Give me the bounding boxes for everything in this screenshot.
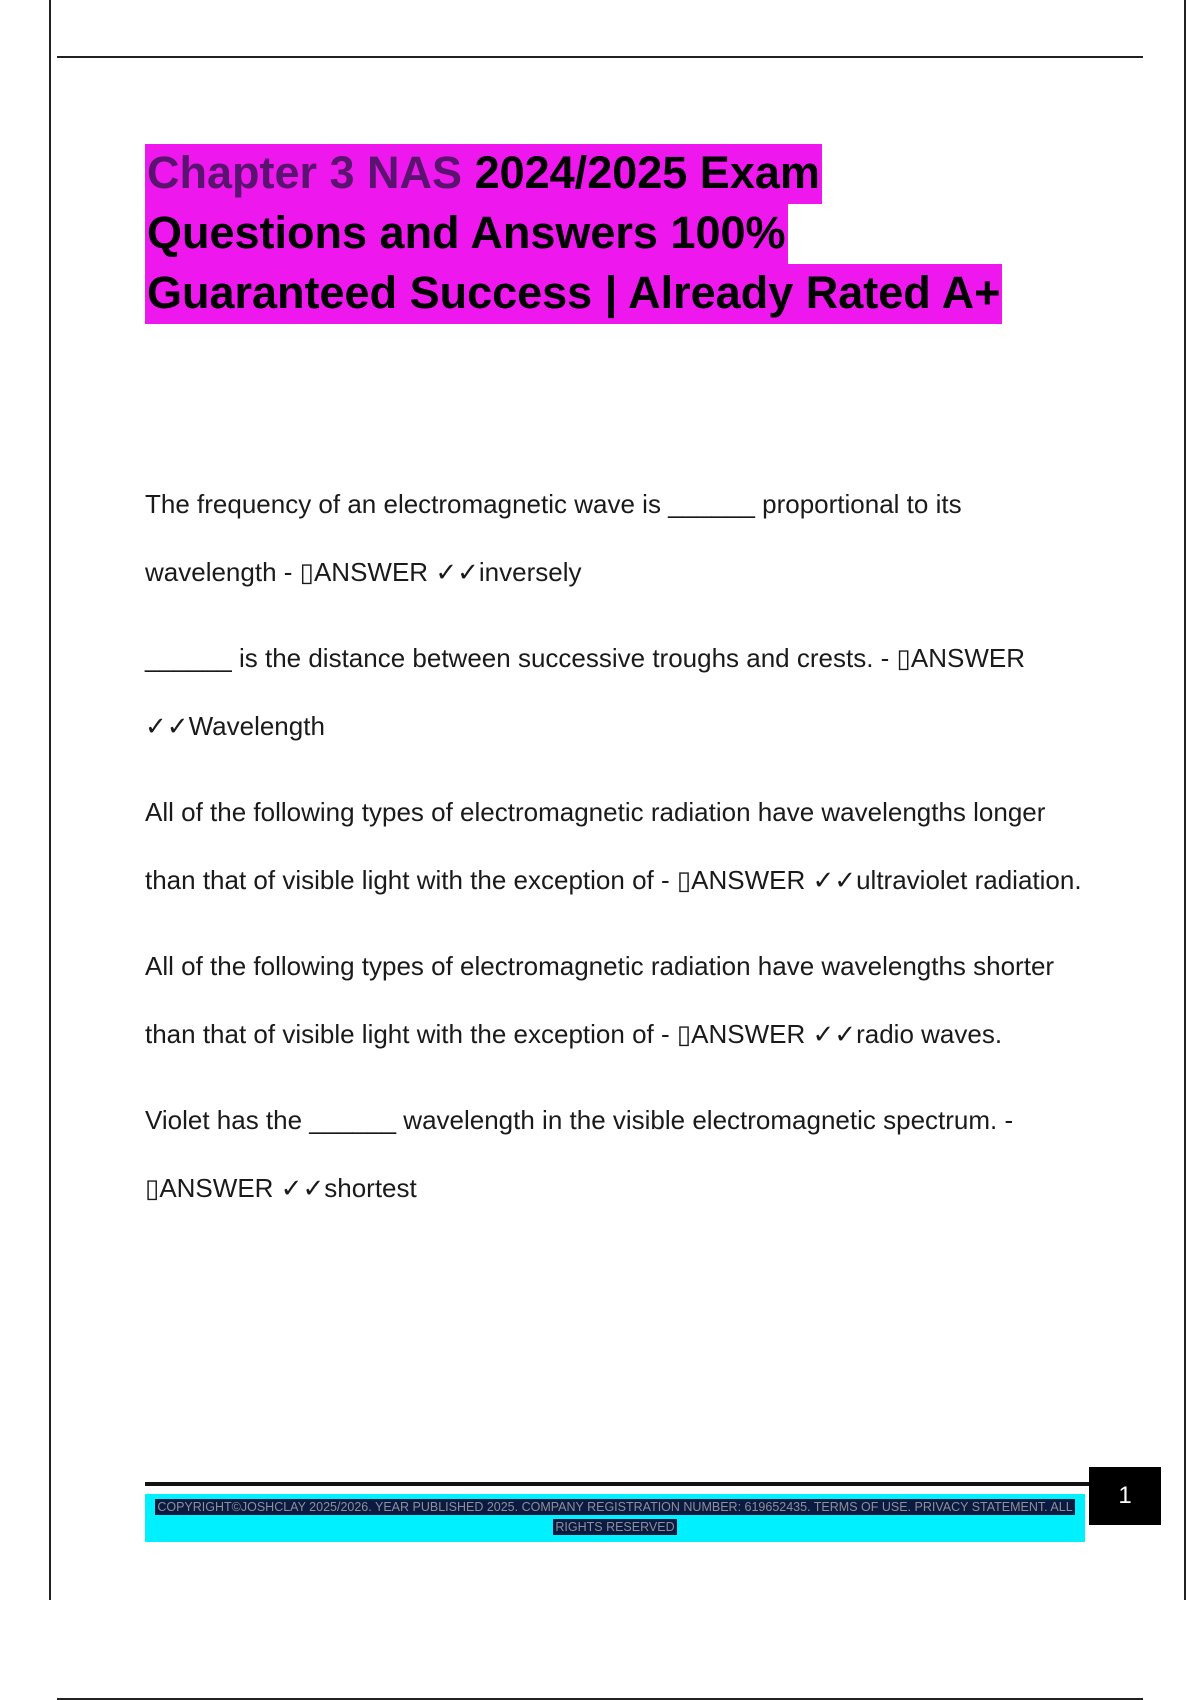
qa-answer: shortest: [324, 1173, 417, 1203]
title-line-3: [145, 263, 1145, 323]
qa-question: Violet has the ______ wavelength in the visible electromagnetic spectrum. -: [145, 1105, 1014, 1135]
qa-answer: inversely: [478, 557, 582, 587]
qa-list: [145, 470, 1095, 1240]
double-check-icon: ✓✓: [280, 1173, 325, 1203]
title-line-1-purple: Chapter 3 NAS: [147, 147, 475, 198]
qa-item: [145, 624, 1095, 760]
double-check-icon: ✓✓: [812, 1019, 857, 1049]
double-check-icon: ✓✓: [435, 557, 479, 587]
footer-rule: [145, 1482, 1090, 1486]
footer-copyright-bar: [145, 1494, 1085, 1542]
answer-label: ANSWER: [691, 1019, 813, 1049]
qa-item: [145, 470, 1095, 606]
qa-item: [145, 1086, 1095, 1222]
double-check-icon: ✓✓: [145, 711, 189, 741]
answer-label: ANSWER: [691, 865, 813, 895]
copyright-text: COPYRIGHT©JOSHCLAY 2025/2026. YEAR PUBLISHED 2025. COMPANY REGISTRATION NUMBER: 619652435. TERMS OF USE. PRIVACY STATEMENT. ALL RIGHTS RESERVED: [157, 1500, 1073, 1534]
qa-item: [145, 932, 1095, 1068]
document-title: [145, 143, 1145, 323]
missing-glyph-icon: ▯: [145, 1173, 160, 1203]
double-check-icon: ✓✓: [812, 865, 857, 895]
missing-glyph-icon: ▯: [299, 557, 314, 587]
qa-answer: Wavelength: [188, 711, 325, 741]
page-border-left: [49, 0, 51, 1600]
missing-glyph-icon: ▯: [676, 1019, 692, 1049]
title-line-3-black: Guaranteed Success | Already Rated A+: [147, 267, 1001, 318]
title-line-1: [145, 143, 1145, 203]
qa-answer: ultraviolet radiation.: [856, 865, 1082, 895]
qa-question: All of the following types of electromagnetic radiation have wavelengths longer than that of visible light with the exception of -: [145, 797, 1046, 895]
answer-label: ANSWER: [313, 557, 436, 587]
missing-glyph-icon: ▯: [896, 643, 911, 673]
header-rule: [57, 56, 1143, 58]
qa-answer: radio waves.: [856, 1019, 1003, 1049]
qa-question: All of the following types of electromagnetic radiation have wavelengths shorter than that of visible light with the exception of -: [145, 951, 1055, 1049]
answer-label: ANSWER: [159, 1173, 281, 1203]
page-number: 1: [1089, 1467, 1161, 1525]
qa-question: The frequency of an electromagnetic wave is ______ proportional to its wavelength -: [145, 489, 962, 587]
title-line-2-black: Questions and Answers 100%: [147, 207, 786, 258]
title-line-2: [145, 203, 1145, 263]
answer-label: ANSWER: [910, 643, 1025, 673]
title-line-1-black: 2024/2025 Exam: [474, 147, 820, 198]
qa-question: ______ is the distance between successive troughs and crests. -: [145, 643, 897, 673]
qa-item: [145, 778, 1095, 914]
missing-glyph-icon: ▯: [676, 865, 692, 895]
page-border-right: [1184, 0, 1186, 1600]
